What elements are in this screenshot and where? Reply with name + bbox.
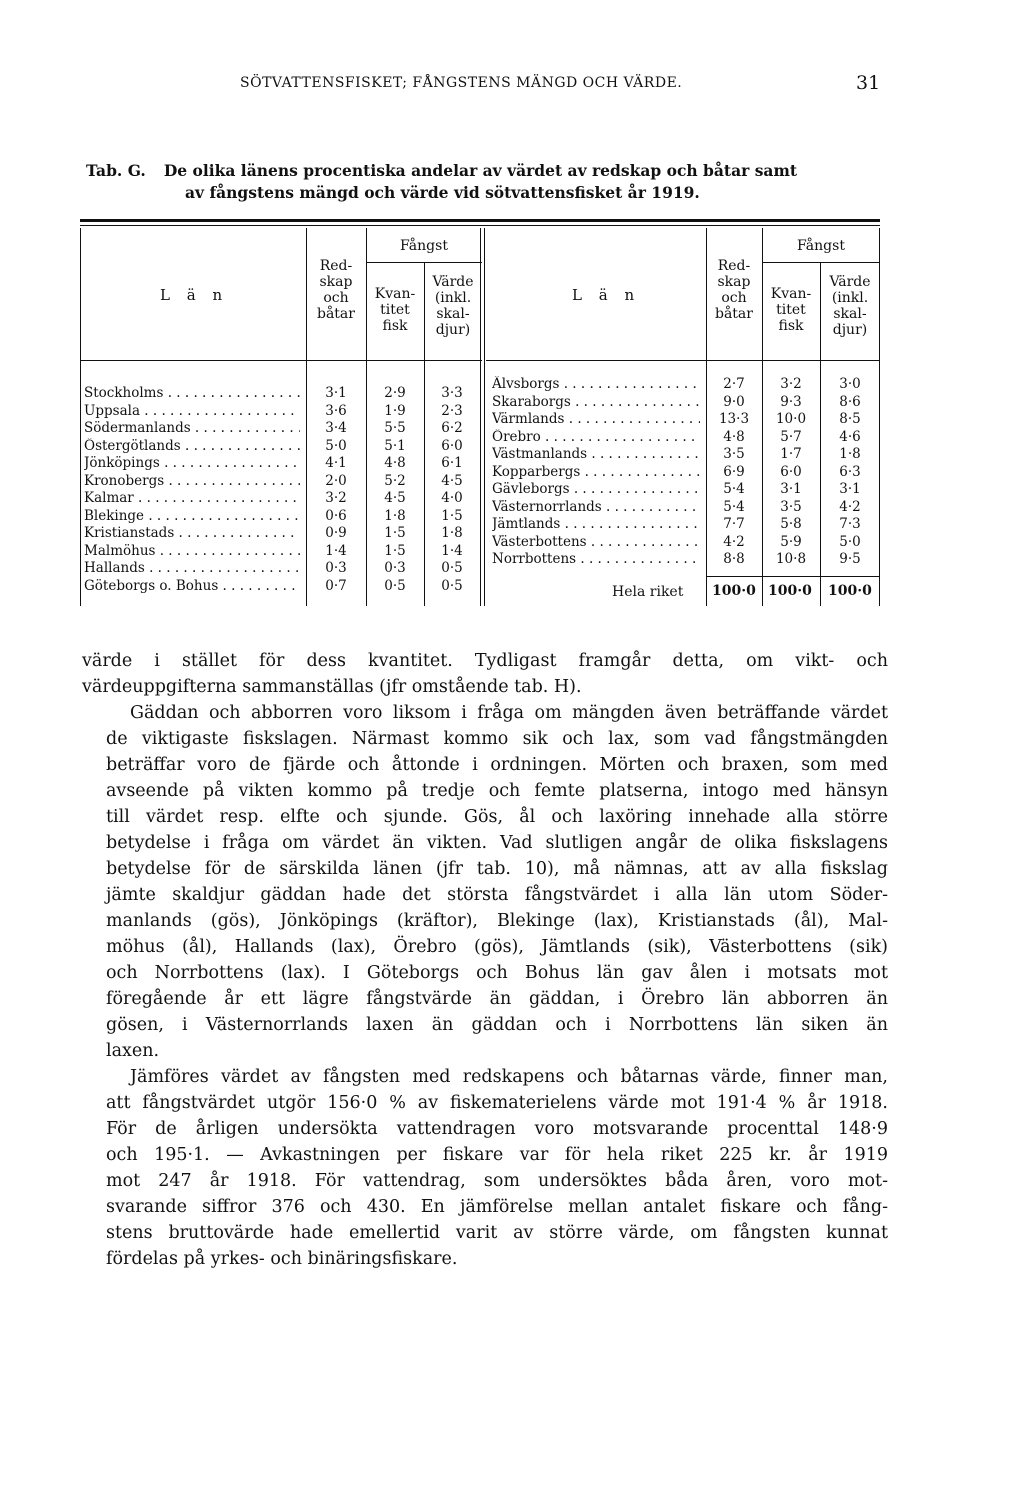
table-row-label: Västernorrlands . . . <box>492 499 700 517</box>
text-line: svarande siffror 376 och 430. En jämförelse mellan antalet fiskare och fång- <box>106 1197 888 1217</box>
paragraph <box>82 648 888 700</box>
table-cell-varde: 4·6 <box>839 428 861 445</box>
table-cell-kvantitet: 5·9 <box>780 533 802 550</box>
text-line: För de årligen undersökta vattendragen voro motsvarande procenttal 148·9 <box>106 1119 888 1139</box>
text-line: Jämföres värdet av fångsten med redskapens och båtarnas värde, finner man, <box>130 1067 888 1087</box>
table-row-label: Gävleborgs . . . <box>492 481 700 499</box>
caption-label: Tab. G. <box>86 161 146 180</box>
table-cell-redskap: 7·7 <box>723 516 745 532</box>
text-line: mot 247 år 1918. För vattendrag, som undersöktes båda åren, voro mot- <box>106 1171 888 1191</box>
text-line: de viktigaste fiskslagen. Närmast kommo sik och lax, som vad fångstmängden <box>106 729 888 749</box>
body-text <box>82 648 888 1272</box>
table-cell-varde: 2·3 <box>441 402 463 419</box>
table-cell-varde: 8·5 <box>839 411 861 427</box>
table-row-label: Kalmar . . . <box>84 490 300 508</box>
table-cell-varde: 4·2 <box>839 498 861 515</box>
text-line: jämte skaldjur gäddan hade det största fångstvärdet i alla län utom Söder- <box>106 885 888 905</box>
table-cell-kvantitet: 4·8 <box>384 455 406 471</box>
table-cell-varde: 3·1 <box>839 481 861 497</box>
table-cell-redskap: 13·3 <box>718 411 750 427</box>
table-cell-varde: 0·5 <box>441 560 463 576</box>
paragraph <box>82 700 888 1064</box>
text-line: fördelas på yrkes- och binäringsfiskare. <box>106 1249 458 1269</box>
table-cell-varde: 6·0 <box>441 437 463 454</box>
table-cell-kvantitet: 1·9 <box>384 402 406 419</box>
table-cell-varde: 6·3 <box>839 463 861 480</box>
header-lan-right: L ä n <box>572 286 641 304</box>
table-row-label: Kronobergs . . . <box>84 473 300 491</box>
header-varde-left: Värde (inkl. skal- djur) <box>432 274 474 338</box>
text-line: värdeuppgifterna sammanställas (jfr omstående tab. H). <box>82 677 582 697</box>
table-row-label: Västmanlands . . . <box>492 446 700 464</box>
table-cell-varde: 4·5 <box>441 472 463 489</box>
table-cell-redskap: 5·4 <box>723 481 745 497</box>
table-cell-kvantitet: 1·5 <box>384 525 406 541</box>
header-varde-right: Värde (inkl. skal- djur) <box>829 274 871 338</box>
left-kvantitet-column <box>366 385 424 595</box>
table-cell-varde: 9·5 <box>839 551 861 567</box>
left-varde-column <box>424 385 480 595</box>
table-cell-redskap: 0·6 <box>325 507 347 524</box>
text-line: Gäddan och abborren voro liksom i fråga om mängden även beträffande värdet <box>130 703 888 723</box>
table-row-label: Malmöhus . . . <box>84 543 300 561</box>
table-cell-kvantitet: 5·2 <box>384 472 406 489</box>
table-cell-redskap: 0·9 <box>325 525 347 541</box>
table-cell-redskap: 8·8 <box>723 551 745 567</box>
header-kvantitet-right: Kvan- titet fisk <box>770 286 812 334</box>
text-line: att fångstvärdet utgör 156·0 % av fiskematerielens värde mot 191·4 % år 1918. <box>106 1093 888 1113</box>
paragraph <box>82 1064 888 1272</box>
table-row-label: Kristianstads . . . <box>84 525 300 543</box>
caption-line-2: av fångstens mängd och värde vid sötvattensfisket år 1919. <box>185 183 700 202</box>
table-cell-redskap: 3·4 <box>325 420 347 436</box>
table-cell-kvantitet: 4·5 <box>384 490 406 506</box>
running-head: SÖTVATTENSFISKET; FÅNGSTENS MÄNGD OCH VÄRDE. <box>240 75 683 91</box>
table-row-label: Kopparbergs . . . <box>492 464 700 482</box>
table-row-label: Skaraborgs . . . <box>492 394 700 412</box>
fangst-rule-right <box>762 262 880 263</box>
table-cell-varde: 0·5 <box>441 577 463 594</box>
text-line: stens bruttovärde hade emellertid varit av större värde, om fångsten kunnat <box>106 1223 888 1243</box>
table-row-label: Uppsala . . . <box>84 403 300 421</box>
table-cell-redskap: 3·2 <box>325 490 347 506</box>
total-kvantitet: 100·0 <box>768 583 812 599</box>
left-redskap-column <box>306 385 366 595</box>
header-bottom-rule-left <box>80 360 482 361</box>
table-cell-redskap: 3·5 <box>723 446 745 462</box>
table-cell-varde: 8·6 <box>839 393 861 410</box>
table-row-label: Östergötlands . . . <box>84 438 300 456</box>
table-cell-kvantitet: 3·1 <box>780 481 802 497</box>
table-cell-redskap: 4·8 <box>723 428 745 445</box>
table-cell-varde: 3·0 <box>839 376 861 392</box>
table-cell-redskap: 6·9 <box>723 463 745 480</box>
text-line: beträffar voro de fjärde och åttonde i ordningen. Mörten och braxen, som med <box>106 755 888 775</box>
table-cell-kvantitet: 9·3 <box>780 393 802 410</box>
text-line: föregående år ett lägre fångstvärde än gäddan, i Örebro län abborren än <box>106 989 888 1009</box>
table-cell-redskap: 3·1 <box>325 385 347 401</box>
table-row-label: Jämtlands . . . <box>492 516 700 534</box>
text-line: avseende på vikten kommo på tredje och femte platserna, intogo med hänsyn <box>106 781 888 801</box>
table-cell-kvantitet: 1·5 <box>384 542 406 559</box>
table-top-rule <box>80 219 880 222</box>
table-row-label: Blekinge . . . <box>84 508 300 526</box>
table-cell-redskap: 3·6 <box>325 402 347 419</box>
right-redskap-column <box>706 376 762 569</box>
total-rule <box>706 576 880 577</box>
header-redskap-right: Red- skap och båtar <box>715 258 753 322</box>
text-line: till värdet resp. elfte och sjunde. Gös, ål och laxöring innehade alla större <box>106 807 888 827</box>
table-cell-varde: 6·1 <box>441 455 463 471</box>
text-line: och 195·1. — Avkastningen per fiskare var för hela riket 225 kr. år 1919 <box>106 1145 888 1165</box>
table-cell-redskap: 1·4 <box>325 542 347 559</box>
table-cell-redskap: 0·7 <box>325 577 347 594</box>
table-cell-kvantitet: 1·8 <box>384 507 406 524</box>
table-cell-kvantitet: 0·5 <box>384 577 406 594</box>
table-cell-varde: 1·5 <box>441 507 463 524</box>
table-cell-kvantitet: 5·7 <box>780 428 802 445</box>
table-row-label: Jönköpings . . . <box>84 455 300 473</box>
header-kvantitet-left: Kvan- titet fisk <box>374 286 416 334</box>
text-line: möhus (ål), Hallands (lax), Örebro (gös), Jämtlands (sik), Västerbottens (sik) <box>106 937 888 957</box>
page-number: 31 <box>856 72 881 94</box>
table-cell-redskap: 5·4 <box>723 498 745 515</box>
header-fangst-left: Fångst <box>400 238 448 254</box>
text-line: värde i stället för dess kvantitet. Tydligast framgår detta, om vikt- och <box>82 651 888 671</box>
text-line: betydelse för de särskilda länen (jfr tab. 10), må nämnas, att av alla fiskslag <box>106 859 888 879</box>
table-cell-varde: 5·0 <box>839 533 861 550</box>
header-fangst-right: Fångst <box>797 238 845 254</box>
table-row-label: Södermanlands . . . <box>84 420 300 438</box>
text-line: gösen, i Västernorrlands laxen än gäddan och i Norrbottens län siken än <box>106 1015 888 1035</box>
table-row-label: Älvsborgs . . . <box>492 376 700 394</box>
table-cell-kvantitet: 5·8 <box>780 516 802 532</box>
table-row-label: Stockholms . . . <box>84 385 300 403</box>
table-cell-redskap: 2·0 <box>325 472 347 489</box>
table-row-label: Västerbottens . . . <box>492 534 700 552</box>
left-lan-column <box>84 385 300 595</box>
table-cell-redskap: 9·0 <box>723 393 745 410</box>
table-cell-varde: 1·8 <box>839 446 861 462</box>
table-top-rule-thin <box>80 225 880 226</box>
table-cell-redskap: 0·3 <box>325 560 347 576</box>
table-row-label: Hallands . . . <box>84 560 300 578</box>
col-line <box>80 228 81 606</box>
table-cell-varde: 6·2 <box>441 420 463 436</box>
table-cell-varde: 3·3 <box>441 385 463 401</box>
table-row-label: Örebro . . . <box>492 429 700 447</box>
table-caption <box>86 160 886 204</box>
table-row-label: Göteborgs o. Bohus . . . <box>84 578 300 596</box>
table-row-label: Norrbottens . . . <box>492 551 700 569</box>
right-kvantitet-column <box>762 376 820 569</box>
table-cell-kvantitet: 3·5 <box>780 498 802 515</box>
text-line: och Norrbottens (lax). I Göteborgs och Bohus län gav ålen i motsats mot <box>106 963 888 983</box>
total-label: Hela riket <box>612 584 684 600</box>
total-redskap: 100·0 <box>712 583 756 599</box>
right-lan-column <box>492 376 700 569</box>
table-cell-redskap: 4·1 <box>325 455 347 471</box>
table-cell-kvantitet: 10·8 <box>775 551 807 567</box>
table-cell-varde: 1·8 <box>441 525 463 541</box>
caption-line-1: De olika länens procentiska andelar av värdet av redskap och båtar samt <box>163 161 798 180</box>
table-cell-kvantitet: 0·3 <box>384 560 406 576</box>
text-line: manlands (gös), Jönköpings (kräftor), Blekinge (lax), Kristianstads (ål), Mal- <box>106 911 888 931</box>
table-cell-kvantitet: 10·0 <box>775 411 807 427</box>
header-lan-left: L ä n <box>160 286 229 304</box>
table-cell-kvantitet: 5·5 <box>384 420 406 436</box>
table-cell-varde: 7·3 <box>839 516 861 532</box>
right-varde-column <box>820 376 880 569</box>
table-cell-varde: 1·4 <box>441 542 463 559</box>
header-redskap-left: Red- skap och båtar <box>317 258 355 322</box>
table-cell-redskap: 5·0 <box>325 437 347 454</box>
table-cell-kvantitet: 6·0 <box>780 463 802 480</box>
table-cell-kvantitet: 2·9 <box>384 385 406 401</box>
table-row-label: Värmlands . . . <box>492 411 700 429</box>
table-cell-kvantitet: 3·2 <box>780 376 802 392</box>
table-cell-redskap: 2·7 <box>723 376 745 392</box>
text-line: laxen. <box>106 1041 160 1061</box>
table-cell-varde: 4·0 <box>441 490 463 506</box>
table-cell-kvantitet: 5·1 <box>384 437 406 454</box>
total-varde: 100·0 <box>828 583 872 599</box>
table-cell-redskap: 4·2 <box>723 533 745 550</box>
table-cell-kvantitet: 1·7 <box>780 446 802 462</box>
text-line: betydelse i fråga om värdet än vikten. Vad slutligen angår de olika fiskslagens <box>106 833 888 853</box>
